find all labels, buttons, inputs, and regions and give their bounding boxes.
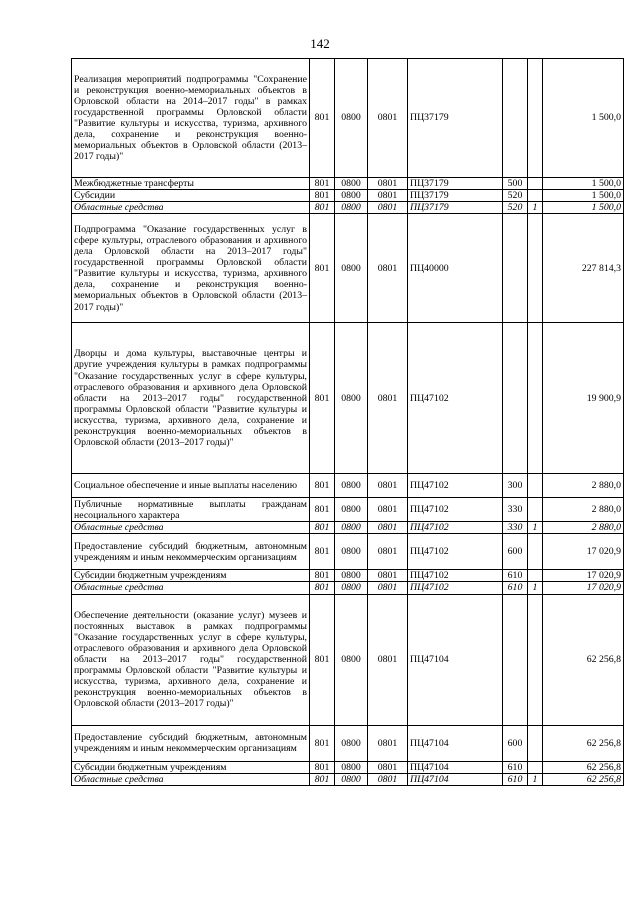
amount-cell: 1 500,0 [543, 202, 624, 214]
target-article-cell: ПЦ47104 [408, 773, 503, 785]
table-row [72, 725, 624, 761]
ministry-code-cell: 801 [310, 773, 335, 785]
funding-source-cell: 1 [528, 773, 543, 785]
amount-cell: 62 256,8 [543, 725, 624, 761]
target-article-cell: ПЦ40000 [408, 214, 503, 323]
target-article-cell: ПЦ37179 [408, 190, 503, 202]
subsection-code-cell: 0801 [368, 522, 408, 534]
expense-type-cell: 500 [503, 178, 528, 190]
subsection-code-cell: 0801 [368, 761, 408, 773]
table-row [72, 534, 624, 570]
expense-type-cell: 610 [503, 570, 528, 582]
section-code-cell: 0800 [335, 570, 368, 582]
subsection-code-cell: 0801 [368, 202, 408, 214]
table-row [72, 594, 624, 725]
target-article-cell: ПЦ47102 [408, 582, 503, 594]
amount-cell: 17 020,9 [543, 582, 624, 594]
expense-type-cell: 610 [503, 773, 528, 785]
amount-cell: 17 020,9 [543, 570, 624, 582]
target-article-cell: ПЦ47102 [408, 534, 503, 570]
funding-source-cell [528, 725, 543, 761]
target-article-cell: ПЦ47102 [408, 522, 503, 534]
expense-type-cell: 600 [503, 534, 528, 570]
table-row [72, 214, 624, 323]
section-code-cell: 0800 [335, 498, 368, 522]
section-code-cell: 0800 [335, 725, 368, 761]
subsection-code-cell: 0801 [368, 594, 408, 725]
target-article-cell: ПЦ37179 [408, 202, 503, 214]
subsection-code-cell: 0801 [368, 59, 408, 178]
target-article-cell: ПЦ47102 [408, 474, 503, 498]
amount-cell: 19 900,9 [543, 323, 624, 474]
section-code-cell: 0800 [335, 522, 368, 534]
section-code-cell: 0800 [335, 202, 368, 214]
table-row [72, 570, 624, 582]
table-row [72, 202, 624, 214]
row-name-cell: Межбюджетные трансферты [72, 178, 310, 190]
expense-type-cell: 520 [503, 190, 528, 202]
table-row [72, 59, 624, 178]
target-article-cell: ПЦ47102 [408, 570, 503, 582]
ministry-code-cell: 801 [310, 214, 335, 323]
target-article-cell: ПЦ37179 [408, 178, 503, 190]
expense-type-cell [503, 594, 528, 725]
funding-source-cell [528, 323, 543, 474]
section-code-cell: 0800 [335, 214, 368, 323]
row-name-cell: Областные средства [72, 582, 310, 594]
ministry-code-cell: 801 [310, 534, 335, 570]
subsection-code-cell: 0801 [368, 474, 408, 498]
row-name-cell: Подпрограмма "Оказание государственных услуг в сфере культуры, отраслевого образования и архивного дела Орловской области на 2013–2017 годы" государственной программы Орловской области "Развитие культуры и искусства, туризма, архивного дела, сохранение и реконструкция военно-мемориальных объектов в Орловской области (2013–2017 годы)" [72, 214, 310, 323]
expense-type-cell: 600 [503, 725, 528, 761]
section-code-cell: 0800 [335, 534, 368, 570]
ministry-code-cell: 801 [310, 202, 335, 214]
row-name-cell: Субсидии бюджетным учреждениям [72, 761, 310, 773]
section-code-cell: 0800 [335, 323, 368, 474]
funding-source-cell: 1 [528, 522, 543, 534]
funding-source-cell [528, 570, 543, 582]
subsection-code-cell: 0801 [368, 773, 408, 785]
subsection-code-cell: 0801 [368, 534, 408, 570]
amount-cell: 62 256,8 [543, 594, 624, 725]
table-row [72, 323, 624, 474]
expense-type-cell: 610 [503, 582, 528, 594]
target-article-cell: ПЦ47102 [408, 323, 503, 474]
table-row [72, 582, 624, 594]
amount-cell: 17 020,9 [543, 534, 624, 570]
row-name-cell: Областные средства [72, 202, 310, 214]
subsection-code-cell: 0801 [368, 178, 408, 190]
table-row [72, 761, 624, 773]
table-row [72, 498, 624, 522]
target-article-cell: ПЦ47102 [408, 498, 503, 522]
section-code-cell: 0800 [335, 773, 368, 785]
amount-cell: 62 256,8 [543, 773, 624, 785]
expense-type-cell: 330 [503, 498, 528, 522]
target-article-cell: ПЦ47104 [408, 594, 503, 725]
ministry-code-cell: 801 [310, 474, 335, 498]
ministry-code-cell: 801 [310, 570, 335, 582]
row-name-cell: Субсидии [72, 190, 310, 202]
funding-source-cell [528, 534, 543, 570]
section-code-cell: 0800 [335, 59, 368, 178]
ministry-code-cell: 801 [310, 498, 335, 522]
row-name-cell: Социальное обеспечение и иные выплаты населению [72, 474, 310, 498]
subsection-code-cell: 0801 [368, 190, 408, 202]
subsection-code-cell: 0801 [368, 498, 408, 522]
amount-cell: 2 880,0 [543, 498, 624, 522]
expense-type-cell [503, 214, 528, 323]
expense-type-cell [503, 323, 528, 474]
funding-source-cell [528, 761, 543, 773]
amount-cell: 62 256,8 [543, 761, 624, 773]
amount-cell: 227 814,3 [543, 214, 624, 323]
amount-cell: 2 880,0 [543, 522, 624, 534]
subsection-code-cell: 0801 [368, 214, 408, 323]
amount-cell: 1 500,0 [543, 190, 624, 202]
table-row [72, 190, 624, 202]
expense-type-cell: 520 [503, 202, 528, 214]
funding-source-cell [528, 474, 543, 498]
ministry-code-cell: 801 [310, 582, 335, 594]
funding-source-cell [528, 178, 543, 190]
funding-source-cell: 1 [528, 582, 543, 594]
section-code-cell: 0800 [335, 178, 368, 190]
section-code-cell: 0800 [335, 474, 368, 498]
ministry-code-cell: 801 [310, 178, 335, 190]
row-name-cell: Областные средства [72, 522, 310, 534]
ministry-code-cell: 801 [310, 761, 335, 773]
amount-cell: 2 880,0 [543, 474, 624, 498]
target-article-cell: ПЦ37179 [408, 59, 503, 178]
row-name-cell: Публичные нормативные выплаты гражданам несоциального характера [72, 498, 310, 522]
table-row [72, 522, 624, 534]
table-row [72, 178, 624, 190]
expense-type-cell: 300 [503, 474, 528, 498]
ministry-code-cell: 801 [310, 725, 335, 761]
funding-source-cell [528, 190, 543, 202]
expense-type-cell: 330 [503, 522, 528, 534]
page-number: 142 [310, 36, 330, 51]
target-article-cell: ПЦ47104 [408, 725, 503, 761]
table-row [72, 773, 624, 785]
ministry-code-cell: 801 [310, 59, 335, 178]
section-code-cell: 0800 [335, 761, 368, 773]
row-name-cell: Обеспечение деятельности (оказание услуг) музеев и постоянных выставок в рамках подпрограммы "Оказание государственных услуг в сфере культуры, отраслевого образования и архивного дела Орловской области на 2013–2017 годы" государственной программы Орловской области "Развитие культуры и искусства, туризма, архивного дела, сохранение и реконструкция военно-мемориальных объектов в Орловской области (2013–2017 годы)" [72, 594, 310, 725]
ministry-code-cell: 801 [310, 190, 335, 202]
subsection-code-cell: 0801 [368, 582, 408, 594]
funding-source-cell [528, 214, 543, 323]
row-name-cell: Субсидии бюджетным учреждениям [72, 570, 310, 582]
funding-source-cell [528, 498, 543, 522]
budget-table-body [72, 59, 624, 786]
subsection-code-cell: 0801 [368, 570, 408, 582]
funding-source-cell [528, 59, 543, 178]
ministry-code-cell: 801 [310, 323, 335, 474]
subsection-code-cell: 0801 [368, 323, 408, 474]
target-article-cell: ПЦ47104 [408, 761, 503, 773]
row-name-cell: Предоставление субсидий бюджетным, автономным учреждениям и иным некоммерческим организациям [72, 534, 310, 570]
funding-source-cell [528, 594, 543, 725]
budget-table [71, 58, 624, 786]
row-name-cell: Реализация мероприятий подпрограммы "Сохранение и реконструкция военно-мемориальных объектов в Орловской области на 2014–2017 годы" в рамках государственной программы Орловской области "Развитие культуры и искусства, туризма, архивного дела, сохранение и реконструкция военно-мемориальных объектов в Орловской области (2013–2017 годы)" [72, 59, 310, 178]
ministry-code-cell: 801 [310, 522, 335, 534]
amount-cell: 1 500,0 [543, 59, 624, 178]
row-name-cell: Областные средства [72, 773, 310, 785]
funding-source-cell: 1 [528, 202, 543, 214]
section-code-cell: 0800 [335, 582, 368, 594]
amount-cell: 1 500,0 [543, 178, 624, 190]
ministry-code-cell: 801 [310, 594, 335, 725]
section-code-cell: 0800 [335, 190, 368, 202]
expense-type-cell: 610 [503, 761, 528, 773]
row-name-cell: Дворцы и дома культуры, выставочные центры и другие учреждения культуры в рамках подпрограммы "Оказание государственных услуг в сфере культуры, отраслевого образования и архивного дела Орловской области на 2013–2017 годы" государственной программы Орловской области "Развитие культуры и искусства, туризма, архивного дела, сохранение и реконструкция военно-мемориальных объектов в Орловской области (2013–2017 годы)" [72, 323, 310, 474]
subsection-code-cell: 0801 [368, 725, 408, 761]
row-name-cell: Предоставление субсидий бюджетным, автономным учреждениям и иным некоммерческим организациям [72, 725, 310, 761]
table-row [72, 474, 624, 498]
expense-type-cell [503, 59, 528, 178]
section-code-cell: 0800 [335, 594, 368, 725]
